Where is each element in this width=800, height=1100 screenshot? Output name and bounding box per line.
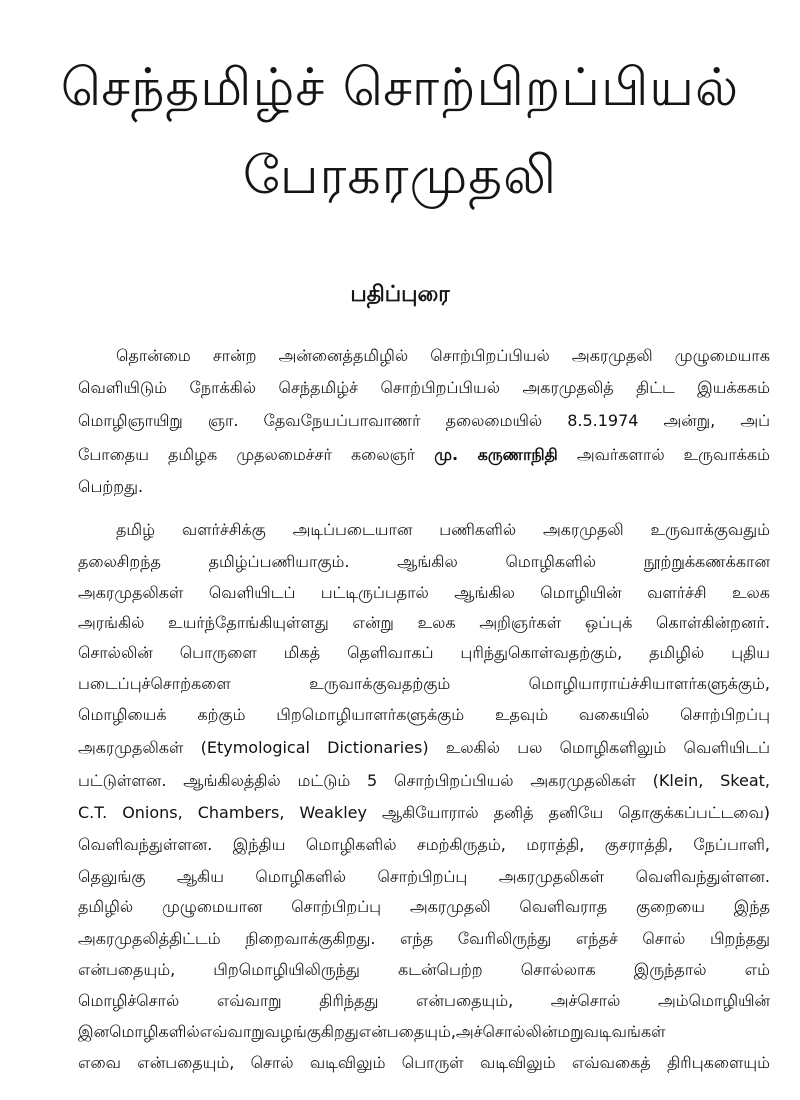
paragraph-2-line-7: மொழியைக் கற்கும் பிறமொழியாளர்களுக்கும் உதவும் வகையில் சொற்பிறப்பு: [78, 705, 770, 724]
paragraph-1-line-3: மொழிஞாயிறு ஞா. தேவநேயப்பாவாணர் தலைமையில் 8.5.1974 அன்று, அப்: [78, 411, 770, 430]
paragraph-2-line-14: அகரமுதலித்திட்டம் நிறைவாக்குகிறது. எந்த வேரிலிருந்து எந்தச் சொல் பிறந்தது: [78, 929, 770, 948]
paragraph-2-line-12: தெலுங்கு ஆகிய மொழிகளில் சொற்பிறப்பு அகரமுதலிகள் வெளிவந்துள்ளன.: [78, 867, 770, 886]
paragraph-2-line-16: மொழிச்சொல் எவ்வாறு திரிந்தது என்பதையும், அச்சொல் அம்மொழியின்: [78, 991, 770, 1010]
paragraph-2-line-17: இனமொழிகளில்எவ்வாறுவழங்குகிறதுஎன்பதையும்,அச்சொல்லின்மறுவடிவங்கள்: [78, 1022, 666, 1041]
paragraph-2-line-3: அகரமுதலிகள் வெளியிடப் பட்டிருப்பதால் ஆங்கில மொழியின் வளர்ச்சி உலக: [78, 583, 770, 602]
paragraph-2-line-2: தலைசிறந்த தமிழ்ப்பணியாகும். ஆங்கில மொழிகளில் நூற்றுக்கணக்கான: [78, 552, 770, 571]
paragraph-1-line-4: [78, 444, 770, 466]
paragraph-1-line-2: வெளியிடும் நோக்கில் செந்தமிழ்ச் சொற்பிறப்பியல் அகரமுதலித் திட்ட இயக்ககம்: [78, 378, 770, 397]
paragraph-2-line-1: தமிழ் வளர்ச்சிக்கு அடிப்படையான பணிகளில் அகரமுதலி உருவாக்குவதும்: [116, 520, 770, 539]
paragraph-1-line-1: தொன்மை சான்ற அன்னைத்தமிழில் சொற்பிறப்பியல் அகரமுதலி முழுமையாக: [116, 346, 770, 365]
paragraph-2-line-8: அகரமுதலிகள் (Etymological Dictionaries) உலகில் பல மொழிகளிலும் வெளியிடப்: [78, 738, 770, 757]
document-title-line-1: செந்தமிழ்ச் சொற்பிறப்பியல்: [60, 58, 740, 118]
paragraph-2-line-18: எவை என்பதையும், சொல் வடிவிலும் பொருள் வடிவிலும் எவ்வகைத் திரிபுகளையும்: [78, 1053, 770, 1072]
paragraph-1-line-4-after: அவர்களால் உருவாக்கம்: [557, 445, 770, 464]
document-title-line-2: பேரகரமுதலி: [242, 146, 558, 206]
author-name: மு. கருணாநிதி: [434, 445, 558, 464]
paragraph-1-line-4-before: போதைய தமிழக முதலமைச்சர் கலைஞர்: [78, 445, 435, 464]
paragraph-2-line-13: தமிழில் முழுமையான சொற்பிறப்பு அகரமுதலி வெளிவராத குறையை இந்த: [78, 897, 770, 916]
section-heading: பதிப்புரை: [350, 282, 450, 307]
paragraph-2-line-4: அரங்கில் உயர்ந்தோங்கியுள்ளது என்று உலக அறிஞர்கள் ஒப்புக் கொள்கின்றனர்.: [78, 613, 770, 632]
paragraph-2-line-11: வெளிவந்துள்ளன. இந்திய மொழிகளில் சமற்கிருதம், மராத்தி, குசராத்தி, நேப்பாளி,: [78, 835, 770, 854]
paragraph-2-line-5: சொல்லின் பொருளை மிகத் தெளிவாகப் புரிந்துகொள்வதற்கும், தமிழில் புதிய: [78, 643, 770, 662]
paragraph-1-line-5: பெற்றது.: [78, 477, 144, 496]
paragraph-2-line-10: C.T. Onions, Chambers, Weakley ஆகியோரால் தனித் தனியே தொகுக்கப்பட்டவை): [78, 803, 770, 822]
paragraph-2-line-6: படைப்புச்சொற்களை உருவாக்குவதற்கும் மொழியாராய்ச்சியாளர்களுக்கும்,: [78, 674, 770, 693]
paragraph-2-line-15: என்பதையும், பிறமொழியிலிருந்து கடன்பெற்ற சொல்லாக இருந்தால் எம்: [78, 960, 770, 979]
paragraph-2-line-9: பட்டுள்ளன. ஆங்கிலத்தில் மட்டும் 5 சொற்பிறப்பியல் அகரமுதலிகள் (Klein, Skeat,: [78, 771, 770, 790]
